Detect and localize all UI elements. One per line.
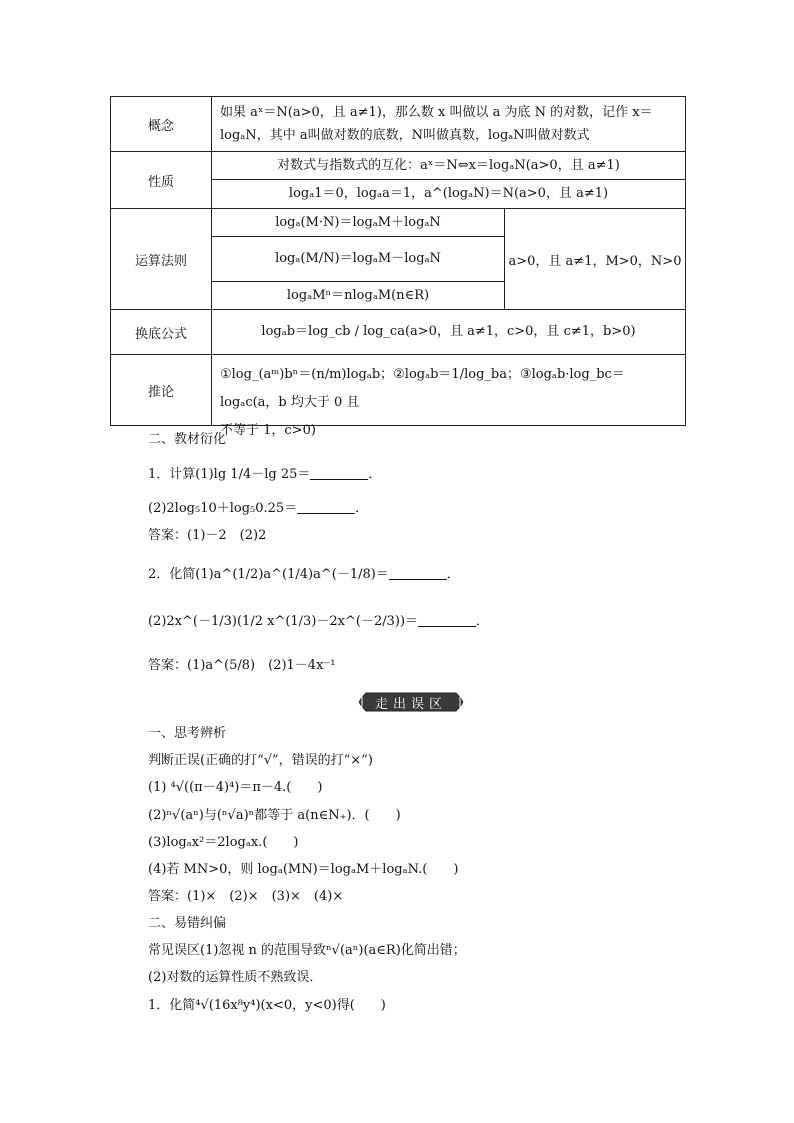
question-1b: (2)2log₅10＋log₅0.25＝ ． <box>148 501 369 516</box>
row-label: 推论 <box>111 355 212 425</box>
answer-1: 答案：(1)－2 (2)2 <box>148 528 267 543</box>
rule-conditions: a>0，且 a≠1，M>0，N>0 <box>508 253 682 269</box>
judge-answer: 答案：(1)× (2)× (3)× (4)× <box>148 889 344 904</box>
concept-line-1: 如果 aˣ＝N(a>0，且 a≠1)，那么数 x 叫做以 a 为底 N 的对数，记作 x＝ <box>220 105 653 120</box>
rule-quotient: logₐ(M/N)＝logₐM－logₐN <box>212 237 504 282</box>
answer-blank <box>389 567 447 580</box>
question-2b: (2)2x^(－1/3)(1/2 x^(1/3)－2x^(－2/3))＝ ． <box>148 614 490 629</box>
banner-title: 走出误区 <box>374 696 447 712</box>
rule-power: logₐMⁿ＝nlogₐM(n∈R) <box>286 288 430 303</box>
answer-blank <box>418 614 476 627</box>
row-label: 概念 <box>111 97 212 151</box>
property-line-2: logₐ1＝0，logₐa＝1，a^(logₐN)＝N(a>0，且 a≠1) <box>288 186 609 201</box>
section-heading: 二、易错纠偏 <box>148 916 227 931</box>
judge-item-1: (1) ⁴√((π－4)⁴)＝π－4.( ) <box>148 780 323 795</box>
judge-intro: 判断正误(正确的打“√”，错误的打“×”) <box>148 753 373 768</box>
judge-item-2: (2)ⁿ√(aⁿ)与(ⁿ√a)ⁿ都等于 a(n∈N₊)．( ) <box>148 808 401 823</box>
judge-item-4: (4)若 MN>0，则 logₐ(MN)＝logₐM＋logₐN.( ) <box>148 862 459 877</box>
exercise-1: 1．化简⁴√(16x⁸y⁴)(x<0，y<0)得( ) <box>148 998 386 1013</box>
row-label: 性质 <box>111 152 212 208</box>
logarithm-table <box>110 96 686 438</box>
change-of-base-formula: logₐb＝log_cb / log_ca(a>0，且 a≠1，c>0，且 c≠1，b>0) <box>261 324 636 339</box>
table-row-property <box>111 152 685 209</box>
section-heading: 一、思考辨析 <box>148 726 227 741</box>
section-banner <box>356 691 466 713</box>
table-row-corollary <box>111 355 685 438</box>
property-line-1: 对数式与指数式的互化：aˣ＝N⇔x＝logₐN(a>0，且 a≠1) <box>212 152 685 180</box>
question-2a: 2．化简(1)a^(1/2)a^(1/4)a^(－1/8)＝ ． <box>148 567 460 582</box>
answer-2: 答案：(1)a^(5/8) (2)1－4x⁻¹ <box>148 658 336 673</box>
judge-item-3: (3)logₐx²＝2logₐx.( ) <box>148 835 299 850</box>
answer-blank <box>310 467 368 480</box>
table-row-operations <box>111 209 685 310</box>
error-note-2: (2)对数的运算性质不熟致误． <box>148 970 323 985</box>
table-row-change-of-base <box>111 310 685 355</box>
concept-line-2: logₐN，其中 a叫做对数的底数，N叫做真数，logₐN叫做对数式 <box>220 128 590 143</box>
rule-product: logₐ(M·N)＝logₐM＋logₐN <box>212 209 504 237</box>
error-note-1: 常见误区(1)忽视 n 的范围导致ⁿ√(aⁿ)(a∈R)化简出错； <box>148 943 466 958</box>
section-heading: 二、教材衍化 <box>148 432 227 447</box>
question-1a: 1．计算(1)lg 1/4－lg 25＝ ． <box>148 467 382 482</box>
answer-blank <box>297 501 355 514</box>
row-label: 换底公式 <box>111 310 212 354</box>
table-row-concept <box>111 97 685 152</box>
row-label: 运算法则 <box>111 209 212 309</box>
corollary-line-2: 不等于 1，c>0) <box>220 423 316 438</box>
corollary-line-1: ①log_(aᵐ)bⁿ＝(n/m)logₐb；②logₐb＝1/log_ba；③logₐb·log_bc＝logₐc(a，b 均大于 0 且 <box>220 367 625 410</box>
